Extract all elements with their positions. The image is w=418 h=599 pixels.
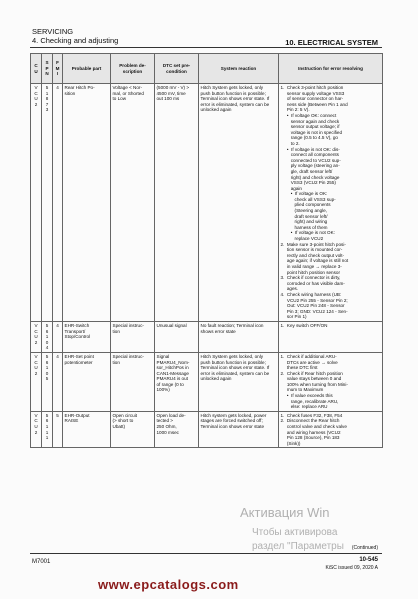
dtc-cell: Unusual signal <box>155 321 199 352</box>
cu-cell: V C U 2 <box>31 411 42 448</box>
spn-cell: 5 1 8 7 3 <box>42 84 53 322</box>
spn-cell: 5 6 1 1 1 <box>42 411 53 448</box>
document-number: M7001 <box>32 559 51 565</box>
column-header: C U <box>31 54 42 84</box>
fmi-cell: 4 <box>53 352 63 411</box>
spn-cell: 5 6 1 0 4 <box>42 321 53 352</box>
cu-cell: V C U 2 <box>31 321 42 352</box>
instruction-cell: 1. Check fuses F32, F38, F54 2. Disconnect the Rear hitch control valve and check valve and wiring harness (VCU2 Pin 128 (Source), Pin 183 (Sink)) <box>279 411 383 448</box>
issue-info: KiSC issued 09, 2020 A <box>325 565 378 571</box>
column-header: S P N <box>42 54 53 84</box>
problem-cell: Voltage < Nor- mal, or Shorted to Low <box>111 84 155 322</box>
table-row <box>31 352 383 411</box>
reaction-cell: Hitch System gets locked, only push button function is possible; Terminal icon shows error state. If error is eliminated, system can be unlocked again <box>199 84 279 322</box>
table-row <box>31 411 383 448</box>
cu-cell: V C U 2 <box>31 352 42 411</box>
fmi-cell: 4 <box>53 321 63 352</box>
table-row <box>31 321 383 352</box>
problem-cell: Open circuit (> short to Ubatt) <box>111 411 155 448</box>
reaction-cell: No fault reaction; Terminal icon shows error state <box>199 321 279 352</box>
dtc-cell: Signal PMARU4_Nom- sor_HitchPos in CAN1-Message PMARU4 is out of range (0 to 100%) <box>155 352 199 411</box>
table-row <box>31 84 383 322</box>
column-header: System reaction <box>199 54 279 84</box>
error-code-table <box>30 53 383 448</box>
instruction-cell: 1. Check if additional ARU- DTCs are active → solve these DTC first 2. Check if Rear hitch position value stays between 0 and 100% when turning from Mini- mum to Maximum • If value exceeds this range, recalibrate ARU, else: replace ARU <box>279 352 383 411</box>
instruction-cell: 1. Key switch OFF/ON <box>279 321 383 352</box>
fmi-cell: 4 <box>53 84 63 322</box>
subsection-title: 4. Checking and adjusting <box>32 36 119 45</box>
cu-cell: V C U 2 <box>31 84 42 322</box>
chapter-title: 10. ELECTRICAL SYSTEM <box>285 38 378 47</box>
dtc-cell: (5000 mV - V) > 4500 mV, time out 100 ms <box>155 84 199 322</box>
probable-part-cell: Rear Hitch Po- sition <box>63 84 111 322</box>
activation-watermark-line3: раздел "Параметры <box>252 541 344 552</box>
activation-watermark-line2: Чтобы активирова <box>252 527 338 538</box>
column-header: DTC set pre- condition <box>155 54 199 84</box>
header-divider <box>30 47 382 48</box>
probable-part-cell: EHR-Output RAISE <box>63 411 111 448</box>
column-header: F M I <box>53 54 63 84</box>
probable-part-cell: EHR-Switch Transport/ Stop/Control <box>63 321 111 352</box>
dtc-cell: Open load de- tected > 250 Ohm, 1000 msec <box>155 411 199 448</box>
column-header: Probable part <box>63 54 111 84</box>
probable-part-cell: EHR-Set point potentiometer <box>63 352 111 411</box>
activation-watermark-line1: Активация Win <box>240 505 330 520</box>
continued-note: (Continued) <box>351 545 378 551</box>
problem-cell: Special instruc- tion <box>111 352 155 411</box>
spn-cell: 5 6 1 0 5 <box>42 352 53 411</box>
problem-cell: Special instruc- tion <box>111 321 155 352</box>
footer-divider <box>30 553 382 554</box>
site-url: www.epcatalogs.com <box>98 577 239 592</box>
instruction-cell: 1. Check 3-point hitch position sensor supply voltage VSS3 of sensor connector on har- ness side (Between Pin 1 and Pin 2: 5 V). • If voltage OK: connect sensor again and check sensor output voltage; if voltage is not in specified range (0.5 to 4.5 V), go to 2. • If voltage is not OK: dis- connect all components connected to VCU2 sup- ply voltage (steering an- gle, draft sensor left/ right) and check voltage VSS3 (VCU2 Pin 255) again • If voltage is OK: check all VSS3 sup- plied components (Steering angle, draft sensor left/ right) and wiring harness of them • If voltage is not OK: replace VCU2 2. Make sure 3-point hitch posi- tion sensor is mounted cor- rectly and check output volt- age again; if voltage is still not in valid range → replace 3- point hitch position sensor 3. Check if connector is dirty, corroded or has visible dam- ages. 4. Check wiring harness (UB: VCU2 Pin 255 - Sensor Pin 2; Out: VCU2 Pin 248 - Sensor Pin 3; GND: VCU2 124 - Sen- sor Pin 1) <box>279 84 383 322</box>
page-number: 10-545 <box>359 557 378 563</box>
table-header-row <box>31 54 383 84</box>
page-header-left <box>32 27 118 45</box>
column-header: Instruction for error resolving <box>279 54 383 84</box>
reaction-cell: Hitch System gets locked, only push button function is possible; Terminal icon shows error state. If error is eliminated, system can be unlocked again <box>199 352 279 411</box>
column-header: Problem de- scription <box>111 54 155 84</box>
reaction-cell: Hitch system gets locked, power stages are forced switched off; Terminal icon shows error state <box>199 411 279 448</box>
fmi-cell: 5 <box>53 411 63 448</box>
section-title: SERVICING <box>32 27 74 36</box>
